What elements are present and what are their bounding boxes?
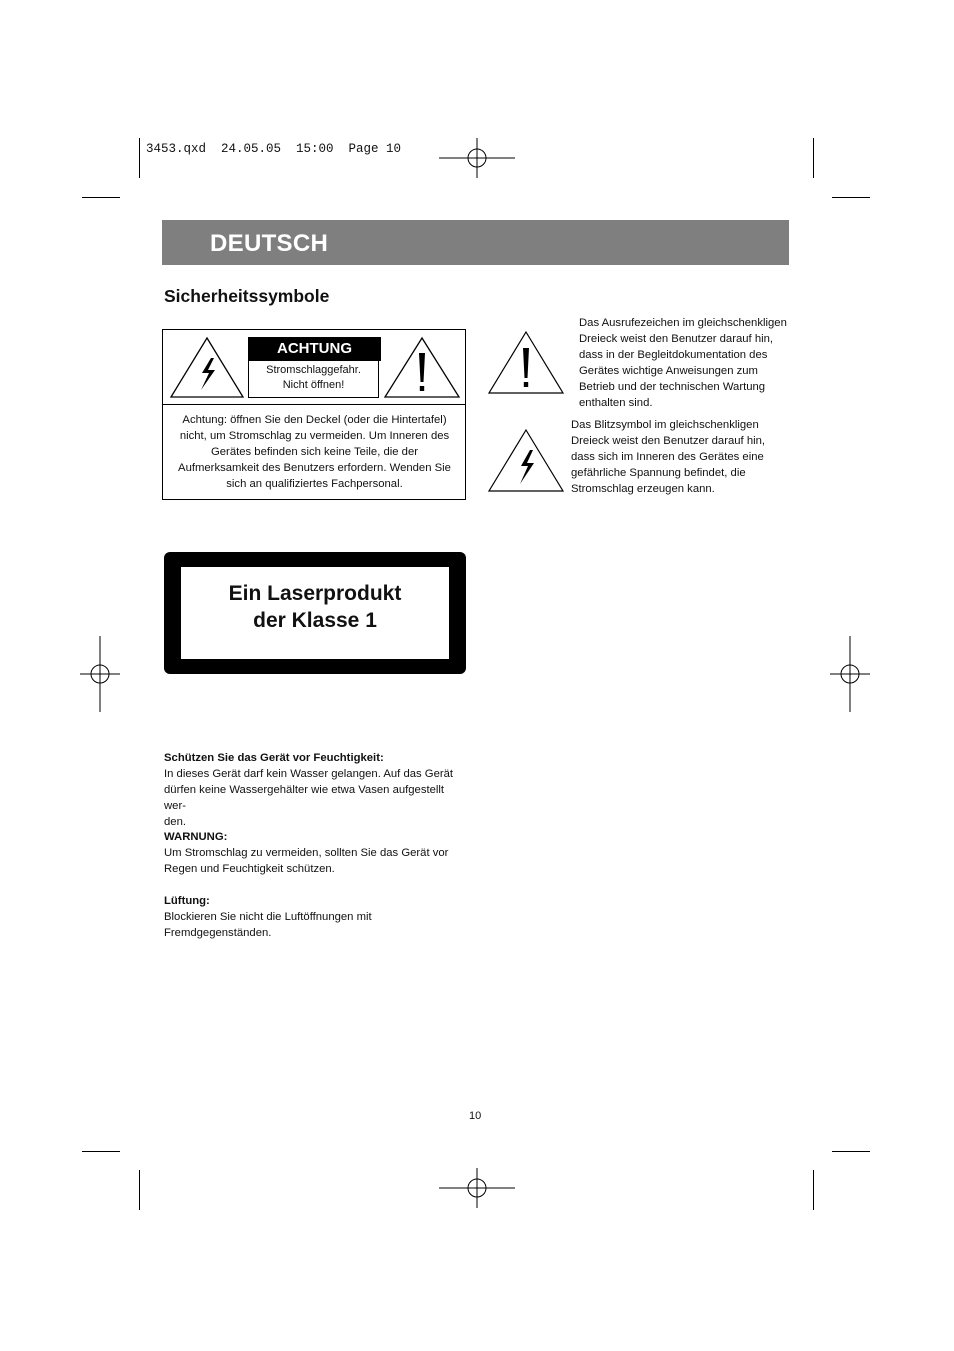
page-number: 10 [469, 1110, 482, 1122]
laser-label-panel [181, 567, 449, 659]
note-line: dürfen keine Wassergehälter wie etwa Vasen aufgestellt wer- [164, 784, 445, 812]
lightning-triangle-icon [169, 336, 245, 399]
caution-text-line: sich an qualifiziertes Fachpersonal. [226, 478, 403, 490]
exclamation-symbol-description [579, 315, 819, 411]
note-warning [164, 829, 469, 877]
banner-title: DEUTSCH [210, 230, 329, 257]
exclamation-triangle-icon [487, 330, 565, 396]
description-line: Dreieck weist den Benutzer darauf hin, [571, 435, 766, 447]
note-heading: Schützen Sie das Gerät vor Feuchtigkeit: [164, 752, 384, 764]
description-line: dass in der Begleitdokumentation des [579, 349, 768, 361]
note-line: den. [164, 816, 186, 828]
achtung-subtext [248, 361, 379, 398]
note-ventilation [164, 893, 469, 941]
caution-text-line: Aufmerksamkeit des Benutzers erfordern. Wenden Sie [178, 462, 451, 474]
description-line: gefährliche Spannung befindet, die [571, 467, 746, 479]
note-line: Regen und Feuchtigkeit schützen. [164, 863, 335, 875]
achtung-line-1: Stromschlaggefahr. [266, 364, 361, 376]
registration-mark-bottom [437, 1168, 517, 1210]
caution-label [162, 329, 466, 500]
registration-mark-left [80, 634, 122, 714]
note-line: Fremdgegenständen. [164, 927, 272, 939]
section-title: Sicherheitssymbole [164, 286, 330, 306]
description-line: Dreieck weist den Benutzer darauf hin, [579, 333, 774, 345]
caution-text-line: nicht, um Stromschlag zu vermeiden. Um Inneren des [179, 430, 450, 442]
description-line: Stromschlag erzeugen kann. [571, 483, 715, 495]
laser-class-label [164, 552, 466, 674]
caution-text-line: Achtung: öffnen Sie den Deckel (oder die Hintertafel) [182, 414, 447, 426]
lightning-symbol-description [571, 417, 821, 497]
print-header: 3453.qxd 24.05.05 15:00 Page 10 [146, 142, 402, 156]
note-moisture [164, 750, 469, 830]
description-line: dass sich im Inneren des Gerätes eine [571, 451, 764, 463]
description-line: enthalten sind. [579, 397, 653, 409]
caution-text [173, 412, 456, 492]
achtung-line-2: Nicht öffnen! [282, 379, 345, 391]
note-line: Um Stromschlag zu vermeiden, sollten Sie das Gerät vor [164, 847, 449, 859]
note-line: In dieses Gerät darf kein Wasser gelangen. Auf das Gerät [164, 768, 454, 780]
caution-text-line: Gerätes befinden sich keine Teile, die der [210, 446, 419, 458]
laser-label-line-1: Ein Laserprodukt [228, 582, 402, 605]
lightning-triangle-icon [487, 428, 565, 494]
registration-mark-right [830, 634, 872, 714]
note-line: Blockieren Sie nicht die Luftöffnungen mit [164, 911, 372, 923]
description-line: Betrieb und der technischen Wartung [579, 381, 766, 393]
exclamation-triangle-icon [383, 336, 461, 399]
caution-label-top [163, 330, 465, 405]
registration-mark-top [437, 138, 517, 180]
note-heading: WARNUNG: [164, 831, 228, 843]
description-line: Das Ausrufezeichen im gleichschenkligen [579, 317, 787, 329]
achtung-heading: ACHTUNG [248, 337, 381, 361]
laser-label-line-2: der Klasse 1 [253, 609, 377, 632]
note-heading: Lüftung: [164, 895, 210, 907]
description-line: Das Blitzsymbol im gleichschenkligen [571, 419, 759, 431]
description-line: Gerätes wichtige Anweisungen zum [579, 365, 758, 377]
language-banner [162, 220, 789, 265]
